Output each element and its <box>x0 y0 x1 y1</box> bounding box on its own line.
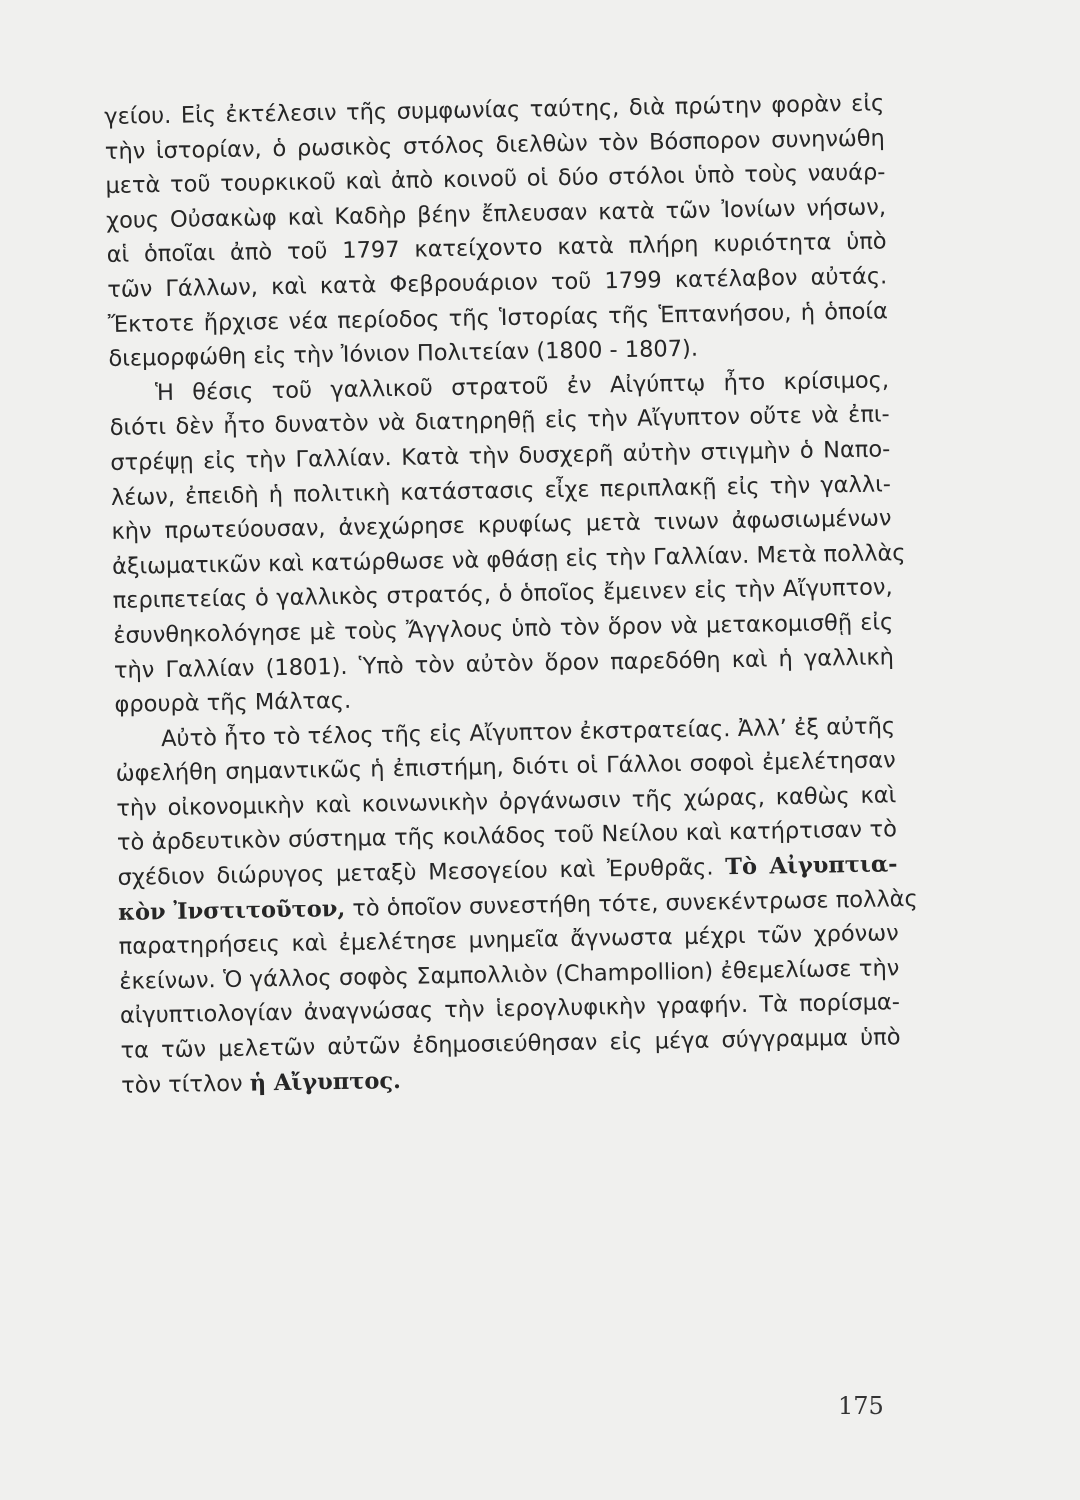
text-line: τῶν Γάλλων, καὶ κατὰ Φεβρουάριον τοῦ 1799 κατέλαβον αὐτάς. <box>107 263 888 303</box>
text-line: κὴν πρωτεύουσαν, ἀνεχώρησε κρυφίως μετὰ τινων ἀφωσιωμένων <box>111 505 892 546</box>
text-line: στρέψῃ εἰς τὴν Γαλλίαν. Κατὰ τὴν δυσχερῆ αὐτὴν στιγμὴν ὁ Ναπο- <box>110 436 891 476</box>
text-line: αἰγυπτιολογίαν ἀναγνώσας τὴν ἱερογλυφικὴν γραφήν. Τὰ πορίσμα- <box>119 989 901 1030</box>
text-line: φρουρὰ τῆς Μάλτας. <box>114 687 352 718</box>
text-line: τὴν οἰκονομικὴν καὶ κοινωνικὴν ὀργάνωσιν τῆς χώρας, καθὼς καὶ <box>116 782 897 822</box>
bold-term: ἡ Αἴγυπτος. <box>249 1067 402 1097</box>
bold-term: Τὸ Αἰγυπτια- <box>725 851 898 881</box>
text-line: ἐσυνθηκολόγησε μὲ τοὺς Ἄγγλους ὑπὸ τὸν ὅρον νὰ μετακομισθῇ εἰς <box>113 609 894 649</box>
bold-term: κὸν Ἰνστιτοῦτον, <box>117 895 346 926</box>
body-text <box>104 86 918 1103</box>
text-line: χους Οὐσακὼφ καὶ Καδὴρ βέην ἔπλευσαν κατὰ τῶν Ἰονίων νήσων, <box>105 194 887 234</box>
text-line: Ἡ θέσις τοῦ γαλλικοῦ στρατοῦ ἐν Αἰγύπτῳ ἦτο κρίσιμος, <box>154 367 890 406</box>
text-line: παρατηρήσεις καὶ ἐμελέτησε μνημεῖα ἄγνωστα μέχρι τῶν χρόνων <box>118 920 899 961</box>
page-number: 175 <box>838 1392 884 1420</box>
text-line: ὠφελήθη σημαντικῶς ἡ ἐπιστήμη, διότι οἱ Γάλλοι σοφοὶ ἐμελέτησαν <box>115 747 896 788</box>
text-line: διότι δὲν ἦτο δυνατὸν νὰ διατηρηθῇ εἰς τὴν Αἴγυπτον οὔτε νὰ ἐπι- <box>109 401 890 442</box>
text-line: ἐκείνων. Ὁ γάλλος σοφὸς Σαμπολλιὸν (Champollion) ἐθεμελίωσε τὴν <box>119 955 900 995</box>
text-line: ἀξιωματικῶν καὶ κατώρθωσε νὰ φθάσῃ εἰς τὴν Γαλλίαν. Μετὰ πολλὰς <box>111 539 906 580</box>
text-line: διεμορφώθη εἰς τὴν Ἰόνιον Πολιτείαν (1800 - 1807). <box>108 335 699 373</box>
text-line: αἱ ὁποῖαι ἀπὸ τοῦ 1797 κατείχοντο κατὰ πλήρη κυριότητα ὑπὸ <box>106 228 887 269</box>
text-line: μετὰ τοῦ τουρκικοῦ καὶ ἀπὸ κοινοῦ οἱ δύο στόλοι ὑπὸ τοὺς ναυάρ- <box>105 159 886 200</box>
text-line: τὸ ἀρδευτικὸν σύστημα τῆς κοιλάδος τοῦ Νείλου καὶ κατήρτισαν τὸ <box>116 816 898 857</box>
text-line: τα τῶν μελετῶν αὐτῶν ἐδημοσιεύθησαν εἰς μέγα σύγγραμμα ὑπὸ <box>120 1024 901 1064</box>
text-line: γείου. Εἰς ἐκτέλεσιν τῆς συμφωνίας ταύτης, διὰ πρώτην φορὰν εἰς <box>104 90 885 130</box>
text-line: Αὐτὸ ἦτο τὸ τέλος τῆς εἰς Αἴγυπτον ἐκστρατείας. Ἀλλ’ ἐξ αὐτῆς <box>160 712 896 752</box>
text-line: τὴν ἱστορίαν, ὁ ρωσικὸς στόλος διελθὼν τὸν Βόσπορον συνηνώθη <box>104 124 886 165</box>
text-line-part: τὸν τίτλον <box>120 1070 243 1099</box>
text-line: τὴν Γαλλίαν (1801). Ὑπὸ τὸν αὐτὸν ὅρον παρεδόθη καὶ ἡ γαλλικὴ <box>113 643 895 684</box>
text-line: περιπετείας ὁ γαλλικὸς στρατός, ὁ ὁποῖος ἔμεινεν εἰς τὴν Αἴγυπτον, <box>112 574 893 615</box>
text-line: λέων, ἐπειδὴ ἡ πολιτικὴ κατάστασις εἶχε περιπλακῇ εἰς τὴν γαλλι- <box>110 470 892 511</box>
text-line-part: τὸ ὁποῖον συνεστήθη τότε, συνεκέντρωσε πολλὰς <box>352 885 918 922</box>
text-line: Ἔκτοτε ἤρχισε νέα περίοδος τῆς Ἱστορίας τῆς Ἑπτανήσου, ἡ ὁποία <box>107 297 889 338</box>
text-line-part: σχέδιον διώρυγος μεταξὺ Μεσογείου καὶ Ἐρυθρᾶς. <box>117 854 714 891</box>
